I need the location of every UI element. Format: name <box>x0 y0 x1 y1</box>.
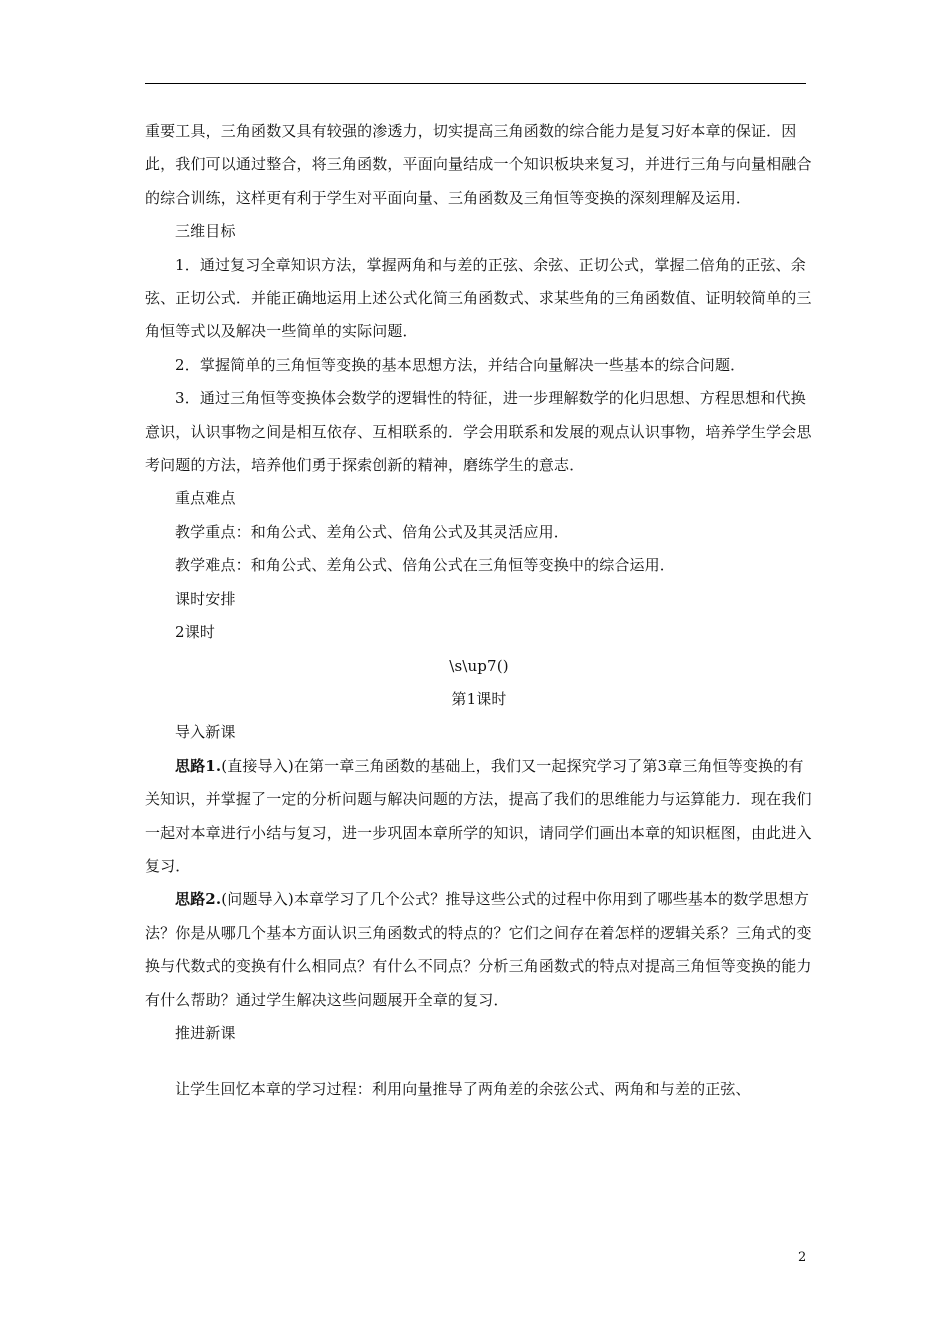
idea-1-label: 思路1. <box>175 756 222 775</box>
idea-1-paragraph <box>145 750 813 884</box>
idea-1-text: (直接导入)在第一章三角函数的基础上，我们又一起探究学习了第3章三角恒等变换的有关知识，并掌握了一定的分析问题与解决问题的方法，提高了我们的思维能力与运算能力．现在我们一起对本章进行小结与复习，进一步巩固本章所学的知识，请同学们画出本章的知识框图，由此进入复习． <box>145 756 812 875</box>
heading-schedule: 课时安排 <box>175 589 236 608</box>
page-number: 2 <box>798 1250 807 1265</box>
heading-advance: 推进新课 <box>175 1023 236 1042</box>
teaching-focus: 教学重点：和角公式、差角公式、倍角公式及其灵活应用． <box>175 522 569 541</box>
page-body <box>145 115 813 1107</box>
heading-objectives: 三维目标 <box>175 222 236 241</box>
recall-paragraph: 让学生回忆本章的学习过程：利用向量推导了两角差的余弦公式、两角和与差的正弦、 <box>175 1080 751 1099</box>
objective-3: 3．通过三角恒等变换体会数学的逻辑性的特征，进一步理解数学的化归思想、方程思想和代换意识，认识事物之间是相互依存、互相联系的．学会用联系和发展的观点认识事物，培养学生学会思考问题的方法，培养他们勇于探索创新的精神，磨练学生的意志． <box>145 389 812 475</box>
idea-2-paragraph <box>145 883 813 1017</box>
field-code: \s\up7() <box>449 656 509 675</box>
idea-2-label: 思路2. <box>175 890 222 909</box>
teaching-difficulty: 教学难点：和角公式、差角公式、倍角公式在三角恒等变换中的综合运用． <box>175 556 675 575</box>
objective-1: 1．通过复习全章知识方法，掌握两角和与差的正弦、余弦、正切公式，掌握二倍角的正弦、余弦、正切公式．并能正确地运用上述公式化简三角函数式、求某些角的三角函数值、证明较简单的三角恒等式以及解决一些简单的实际问题． <box>145 255 812 341</box>
schedule-value: 2课时 <box>175 623 215 642</box>
heading-introduction: 导入新课 <box>175 723 236 742</box>
header-rule <box>145 83 806 84</box>
lesson-title: 第1课时 <box>451 689 507 708</box>
spacer <box>145 1050 813 1073</box>
objective-2: 2．掌握简单的三角恒等变换的基本思想方法，并结合向量解决一些基本的综合问题． <box>175 355 746 374</box>
heading-key-points: 重点难点 <box>175 489 236 508</box>
intro-paragraph: 重要工具，三角函数又具有较强的渗透力，切实提高三角函数的综合能力是复习好本章的保证．因此，我们可以通过整合，将三角函数，平面向量结成一个知识板块来复习，并进行三角与向量相融合的综合训练，这样更有利于学生对平面向量、三角函数及三角恒等变换的深刻理解及运用． <box>145 122 812 207</box>
idea-2-text: (问题导入)本章学习了几个公式？推导这些公式的过程中你用到了哪些基本的数学思想方法？你是从哪几个基本方面认识三角函数式的特点的？它们之间存在着怎样的逻辑关系？三角式的变换与代数式的变换有什么相同点？有什么不同点？分析三角函数式的特点对提高三角恒等变换的能力有什么帮助？通过学生解决这些问题展开全章的复习． <box>145 890 812 1009</box>
